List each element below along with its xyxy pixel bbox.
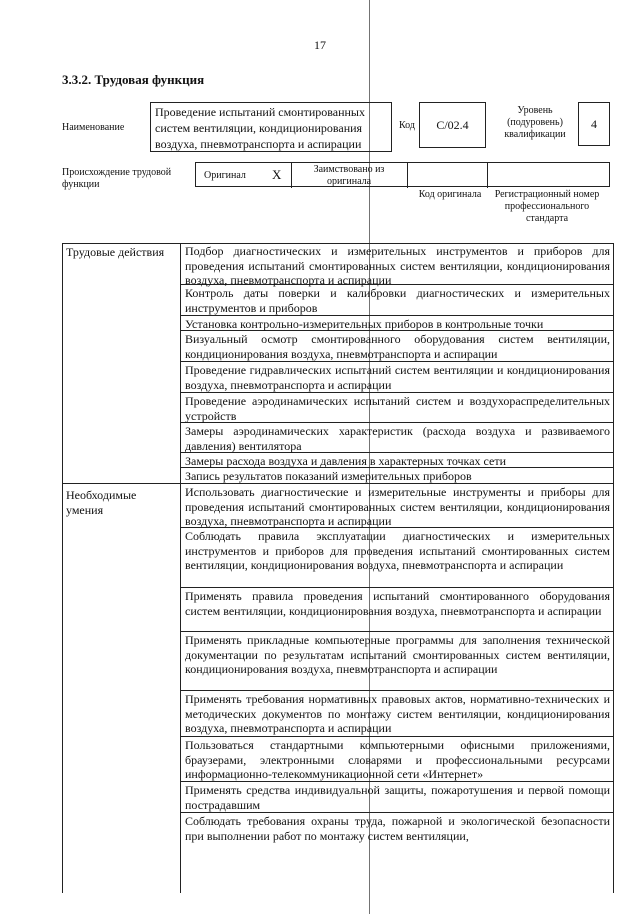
- level-label: Уровень (подуровень) квалификации: [504, 105, 566, 140]
- table-row: Замеры аэродинамических характеристик (расхода воздуха и развиваемого давления) вентилятора: [181, 423, 614, 453]
- table-row: Соблюдать правила эксплуатации диагностических и измерительных инструментов и приборов для проведения испытаний смонтированных систем вентиляции, кондиционирования воздуха, пневмотранспорта и аспирации: [181, 528, 614, 588]
- section-label-skills: Необходимые умения: [66, 488, 137, 517]
- function-name-box: [150, 102, 392, 152]
- code-original-caption: Код оригинала: [418, 189, 482, 200]
- origin-table: [195, 162, 610, 187]
- table-row: Применять правила проведения испытаний смонтированного оборудования систем вентиляции, кондиционирования воздуха, пневмотранспорта и аспирации: [181, 588, 614, 632]
- code-box: [419, 102, 486, 148]
- table-row: Контроль даты поверки и калибровки диагностических и измерительных инструментов и приборов: [181, 285, 614, 316]
- original-mark: X: [272, 167, 282, 182]
- table-row: Соблюдать требования охраны труда, пожарной и экологической безопасности при выполнении работ по монтажу систем вентиляции,: [185, 814, 610, 843]
- table-row: Применять прикладные компьютерные программы для заполнения технической документации по результатам испытаний смонтированных систем вентиляции, кондиционирования воздуха, пневмотранспорта и аспирации: [181, 632, 614, 691]
- code-label: Код: [399, 120, 415, 131]
- borrowed-cell: [292, 163, 408, 188]
- table-row: Визуальный осмотр смонтированного оборудования систем вентиляции, кондиционирования воздуха, пневмотранспорта и аспирации: [181, 331, 614, 362]
- page-number: 17: [314, 38, 326, 52]
- origin-label: Происхождение трудовой функции: [62, 167, 172, 190]
- table-row: Применять требования нормативных правовых актов, нормативно-технических и методических документов по монтажу систем вентиляции, кондиционирования воздуха, пневмотранспорта и аспирации: [181, 691, 614, 737]
- reg-number-caption: Регистрационный номер профессионального стандарта: [494, 189, 600, 224]
- code-original-cell: [408, 163, 488, 188]
- table-row: Проведение аэродинамических испытаний систем и воздухораспределительных устройств: [181, 393, 614, 423]
- table-row: Подбор диагностических и измерительных инструментов и приборов для проведения испытаний смонтированных систем вентиляции, кондиционирования воздуха, пневмотранспорта и аспирации: [181, 243, 614, 285]
- borrowed-label: Заимствовано из оригинала: [313, 164, 385, 187]
- section-title: 3.3.2. Трудовая функция: [62, 72, 205, 87]
- table-row: Проведение гидравлических испытаний систем вентиляции и кондиционирования воздуха, пневмотранспорта и аспирации: [181, 362, 614, 393]
- name-label: Наименование: [62, 122, 125, 133]
- table-row: Пользоваться стандартными компьютерными офисными приложениями, браузерами, электронными словарями и профессиональными ресурсами информационно-телекоммуникационной сети «Интернет»: [181, 737, 614, 782]
- level-value: 4: [591, 116, 597, 131]
- function-name-value: Проведение испытаний смонтированных систем вентиляции, кондиционирования воздуха, пневмотранспорта и аспирации: [155, 105, 365, 151]
- original-label: Оригинал: [204, 170, 246, 181]
- section-label-actions: Трудовые действия: [66, 245, 165, 259]
- table-row: Установка контрольно-измерительных приборов в контрольные точки: [181, 316, 614, 331]
- table-row: Запись результатов показаний измерительных приборов: [181, 468, 614, 484]
- table-row: Замеры расхода воздуха и давления в характерных точках сети: [181, 453, 614, 468]
- table-row: Применять средства индивидуальной защиты, пожаротушения и первой помощи пострадавшим: [181, 782, 614, 813]
- table-row: Использовать диагностические и измерительные инструменты и приборы для проведения испытаний смонтированных систем вентиляции, кондиционирования воздуха, пневмотранспорта и аспирации: [181, 484, 614, 528]
- code-value: C/02.4: [436, 117, 469, 132]
- original-cell: [196, 163, 292, 188]
- level-box: [578, 102, 610, 146]
